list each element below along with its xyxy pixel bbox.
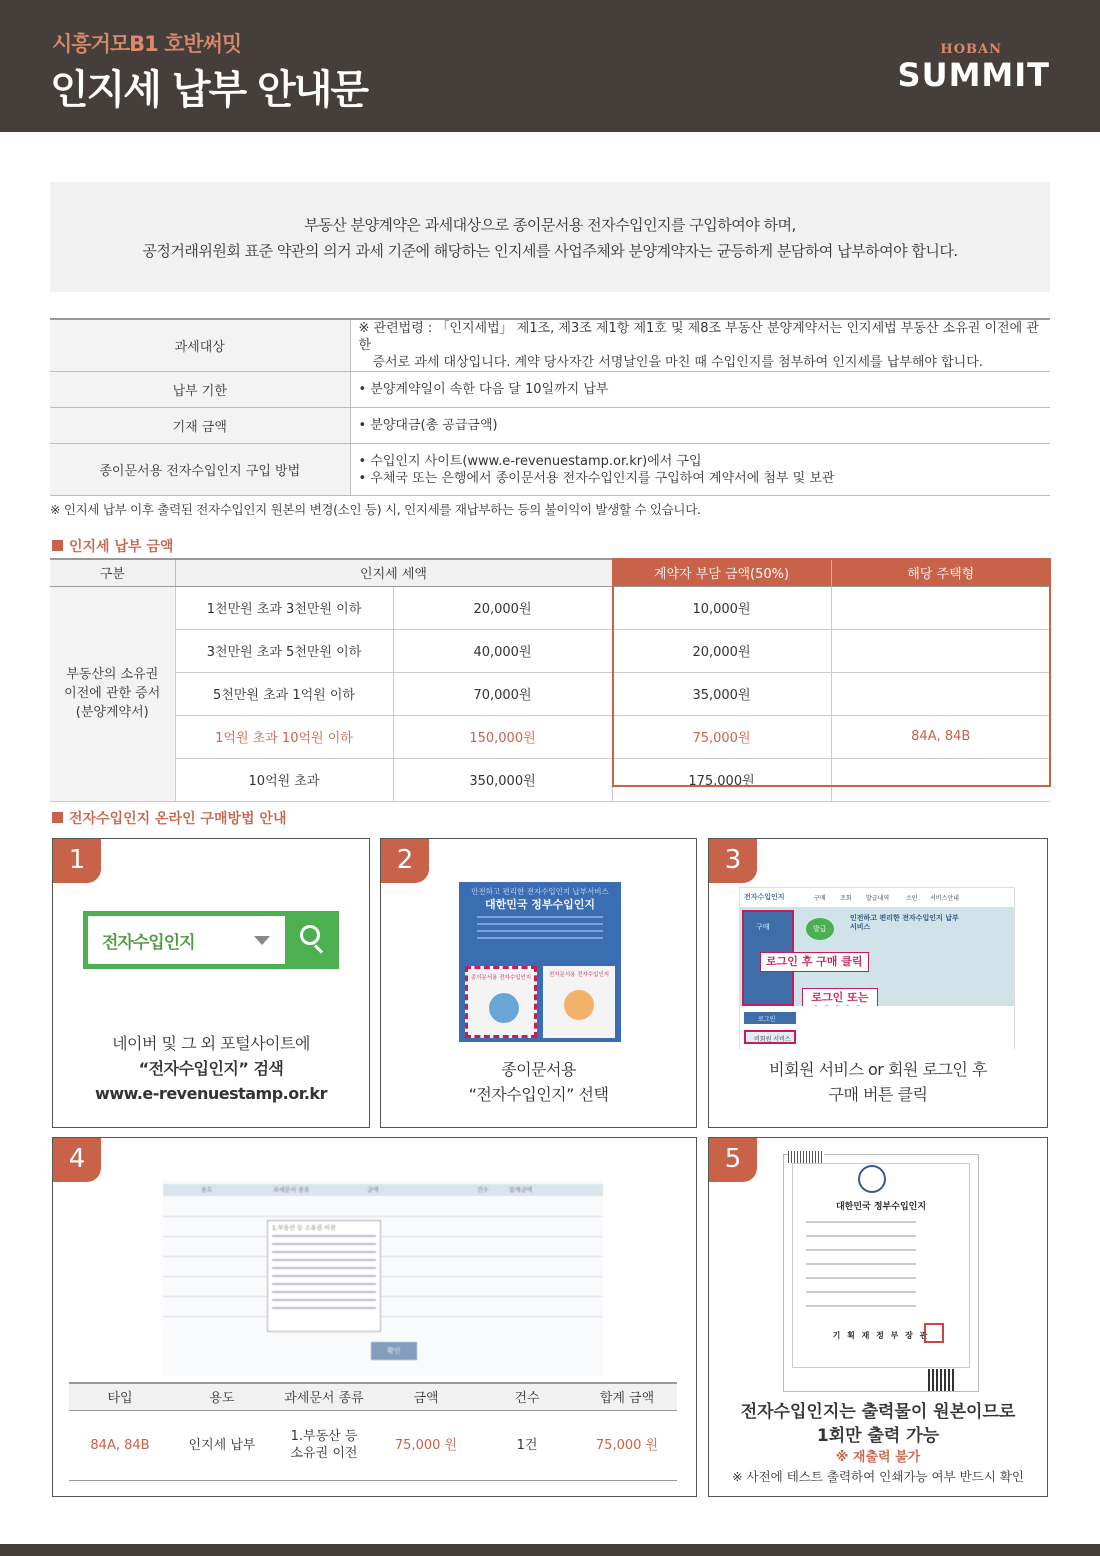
tax-amount: 70,000원 [393,672,612,715]
info-key: 기재 금액 [50,408,350,444]
tax-share: 35,000원 [612,672,831,715]
issue-badge [806,918,834,940]
buy-label: 구매 [756,923,770,931]
stamp-line [806,1263,916,1265]
tax-section-title [52,536,173,556]
nonmember-button [744,1030,796,1044]
tax-row [50,586,1050,629]
stamp-footer: 기 획 재 정 부 장 관 [832,1331,930,1340]
caption-line: 종이문서용 [501,1060,576,1079]
search-icon [300,925,320,945]
confirm-label: 확인 [387,1347,401,1355]
site-nav [740,888,1014,908]
hero-text: 인전하고 편리한 전자수입인지 납부서비스 [850,914,959,931]
summary-header: 합계 금액 [577,1383,677,1410]
search-text: 전자수입인지 [102,933,195,953]
confirm-button [371,1342,417,1360]
step-number: 5 [709,1138,757,1182]
no-reprint-warning: ※ 재출력 불가 [835,1450,921,1465]
step-5-card [708,1137,1048,1497]
card-label: 전자문서용 전자수입인지 [548,972,610,978]
tax-row [50,672,1050,715]
doc-line: 소유권 이전 [290,1446,358,1461]
form-header-cell: 용도 [201,1187,213,1194]
document-type-dropdown [267,1220,381,1332]
form-row-line [163,1316,603,1317]
tax-amount: 150,000원 [393,715,612,758]
info-line: ※ 관련법령 : 「인지세법」 제1조, 제3조 제1항 제1호 및 제8조 부동산 분양계약서는 인지세법 부동산 소유권 이전에 관한 [358,321,1039,353]
tax-header-highlight: 계약자 부담 금액(50%) [612,559,831,586]
tax-share: 175,000원 [612,758,831,801]
banner-small-text: 안전하고 편리한 전자수입인지 납부서비스 [471,887,609,896]
page-footer-bar [0,1544,1100,1556]
step-number: 4 [53,1138,101,1182]
form-header-cell: 건수 [477,1187,489,1194]
form-header [163,1184,603,1196]
nav-item: 소인 [906,895,918,902]
tax-type [831,672,1050,715]
nav-item: 발급내역 [866,895,890,902]
steps-section-title [52,808,286,828]
info-key: 과세대상 [50,319,350,372]
caption-line-bold: 1회만 출력 가능 [816,1426,940,1446]
form-row-line [163,1276,603,1277]
tax-range: 1천만원 초과 3천만원 이하 [175,586,393,629]
logo-summit: SUMMIT [897,56,1050,94]
official-seal-icon [924,1323,944,1343]
page-header [0,0,1100,132]
step-number: 3 [709,839,757,883]
summary-header: 용도 [171,1383,273,1410]
info-value [350,319,1050,372]
tax-amount: 20,000원 [393,586,612,629]
login-label: 로그인 [758,1016,776,1023]
barcode-icon [788,1151,824,1163]
form-row-line [163,1236,603,1237]
document-icon [489,993,519,1023]
tax-range: 5천만원 초과 1억원 이하 [175,672,393,715]
dropdown-first-option: 1.부동산 등 소유권 이전 [272,1225,336,1232]
summary-header: 타입 [69,1383,171,1410]
step-2-caption [381,1057,696,1107]
caption-line: “전자수입인지” 선택 [468,1085,609,1104]
test-print-note: ※ 사전에 테스트 출력하여 인쇄가능 여부 반드시 확인 [732,1469,1024,1484]
summary-type: 84A, 84B [69,1410,171,1480]
info-note: ※ 인지세 납부 이후 출력된 전자수입인지 원본의 변경(소인 등) 시, 인지세를 재납부하는 등의 불이익이 발생할 수 있습니다. [50,502,701,517]
stamp-line [806,1249,916,1251]
step-4-card [52,1137,697,1497]
banner-title: 대한민국 정부수입인지 [484,898,596,911]
tax-row [50,629,1050,672]
caption-line: 비회원 서비스 or 회원 로그인 후 [769,1060,987,1079]
tax-group-label [50,586,175,801]
stamp-line [806,1305,916,1307]
tax-type: 84A, 84B [831,715,1050,758]
intro-line: 부동산 분양계약은 과세대상으로 종이문서용 전자수입인지를 구입하여야 하며, [304,216,796,234]
electronic-stamp-card [543,966,615,1038]
tax-type [831,758,1050,801]
purchase-summary-table [69,1382,677,1481]
banner-text-lines [477,916,603,944]
caption-line-bold: “전자수입인지” 검색 [138,1059,284,1078]
summary-header: 건수 [477,1383,577,1410]
caption-line: 네이버 및 그 외 포털사이트에 [112,1034,310,1053]
stamp-line [806,1291,916,1293]
search-button [285,911,339,969]
form-row-line [163,1216,603,1217]
info-table [50,318,1050,496]
tax-header: 구분 [50,559,175,586]
intro-line: 공정거래위원회 표준 약관의 의거 과세 기준에 해당하는 인지세를 사업주체와 분양계약자는 균등하게 분담하여 납부하여야 합니다. [142,242,958,260]
tax-range: 3천만원 초과 5천만원 이하 [175,629,393,672]
tax-range: 1억원 초과 10억원 이하 [175,715,393,758]
step-number: 2 [381,839,429,883]
form-row-line [163,1256,603,1257]
form-header-cell: 합계금액 [509,1187,533,1194]
caption-url: www.e-revenuestamp.or.kr [95,1084,327,1103]
info-row [50,372,1050,408]
step-2-card [380,838,697,1128]
stamp-title: 대한민국 정부수입인지 [835,1202,927,1212]
revenue-stamp-banner [459,882,621,1042]
nonmember-label: 비회원 서비스 [754,1036,791,1043]
step-3-card [708,838,1048,1128]
group-line: (분양계약서) [75,705,149,720]
card-label: 종이문서용 전자수입인지 [470,975,532,981]
info-line: • 우체국 또는 은행에서 종이문서용 전자수입인지를 구입하여 계약서에 첨부 및 보관 [358,470,835,486]
steps-section-label: 전자수입인지 온라인 구매방법 안내 [69,811,287,827]
info-key: 종이문서용 전자수입인지 구입 방법 [50,444,350,496]
issue-label: 발급 [813,925,827,933]
info-value: • 분양계약일이 속한 다음 달 10일까지 납부 [350,372,1050,408]
header-subtitle: 시흥거모B1 호반써밋 [52,32,242,56]
caption-line-bold: 전자수입인지는 출력물이 원본이므로 [740,1402,1016,1422]
revenue-stamp-printout [783,1154,979,1392]
step-1-caption [53,1031,369,1106]
step-number: 1 [53,839,101,883]
form-header-cell: 과세문서 종류 [273,1187,310,1194]
info-line: • 수입인지 사이트(www.e-revenuestamp.or.kr)에서 구입 [358,453,702,469]
logo-hoban: HOBAN [940,42,1002,57]
stamp-line [806,1277,916,1279]
qr-code-icon [928,1369,954,1391]
tax-type [831,586,1050,629]
form-header-cell: 금액 [367,1187,379,1194]
stamp-line [806,1221,916,1223]
summary-use: 인지세 납부 [171,1410,273,1480]
summary-total: 75,000 원 [577,1410,677,1480]
summary-doc [273,1410,375,1480]
paper-stamp-card [465,966,537,1038]
tax-header: 인지세 세액 [175,559,612,586]
tax-row [50,758,1050,801]
square-bullet-icon [52,540,63,551]
purchase-form-screenshot [163,1180,603,1376]
form-row-line [163,1296,603,1297]
stamp-line [806,1235,916,1237]
info-line: 증서로 과세 대상입니다. 계약 당사자간 서명날인을 마친 때 수입인지를 첨부하여 인지세를 납부해야 합니다. [372,355,983,370]
tax-amount: 350,000원 [393,758,612,801]
tax-row-highlight [50,715,1050,758]
tax-share: 10,000원 [612,586,831,629]
nav-item: 구매 [814,895,826,902]
info-row [50,408,1050,444]
page-title: 인지세 납부 안내문 [50,67,367,113]
summary-header: 금액 [375,1383,477,1410]
tax-section-label: 인지세 납부 금액 [69,539,174,555]
tax-header-row [50,559,1050,586]
info-value [350,444,1050,496]
info-row [50,319,1050,372]
tax-table [50,558,1050,802]
login-button [744,1012,796,1024]
summary-amount: 75,000 원 [375,1410,477,1480]
callout-line: 로그인 또는 [811,991,869,1004]
caption-line: 구매 버튼 클릭 [828,1085,928,1104]
summary-count: 1건 [477,1410,577,1480]
site-brand: 전자수입인지 [744,893,785,901]
intro-box [50,182,1050,292]
dropdown-arrow-icon [254,936,270,945]
doc-line: 1.부동산 등 [290,1429,358,1444]
tax-amount: 40,000원 [393,629,612,672]
search-icon-handle [314,944,323,953]
summary-row [69,1410,677,1480]
tax-header-highlight: 해당 주택형 [831,559,1050,586]
government-emblem-icon [858,1165,886,1193]
nav-item: 조회 [840,895,852,902]
summary-header-row [69,1383,677,1410]
tax-share: 20,000원 [612,629,831,672]
pie-chart-icon [564,990,594,1020]
group-line: 부동산의 소유권 [66,667,159,682]
step-1-card [52,838,370,1128]
step-3-caption [709,1057,1047,1107]
summary-header: 과세문서 종류 [273,1383,375,1410]
info-row [50,444,1050,496]
nav-item: 서비스안내 [930,895,959,902]
tax-type [831,629,1050,672]
tax-share: 75,000원 [612,715,831,758]
tax-range: 10억원 초과 [175,758,393,801]
group-line: 이전에 관한 증서 [64,686,161,701]
square-bullet-icon [52,812,63,823]
callout-buy: 로그인 후 구매 클릭 [760,952,869,972]
info-key: 납부 기한 [50,372,350,408]
step-5-caption [709,1400,1047,1486]
website-screenshot [739,887,1015,1049]
info-value: • 분양대금(총 공급금액) [350,408,1050,444]
